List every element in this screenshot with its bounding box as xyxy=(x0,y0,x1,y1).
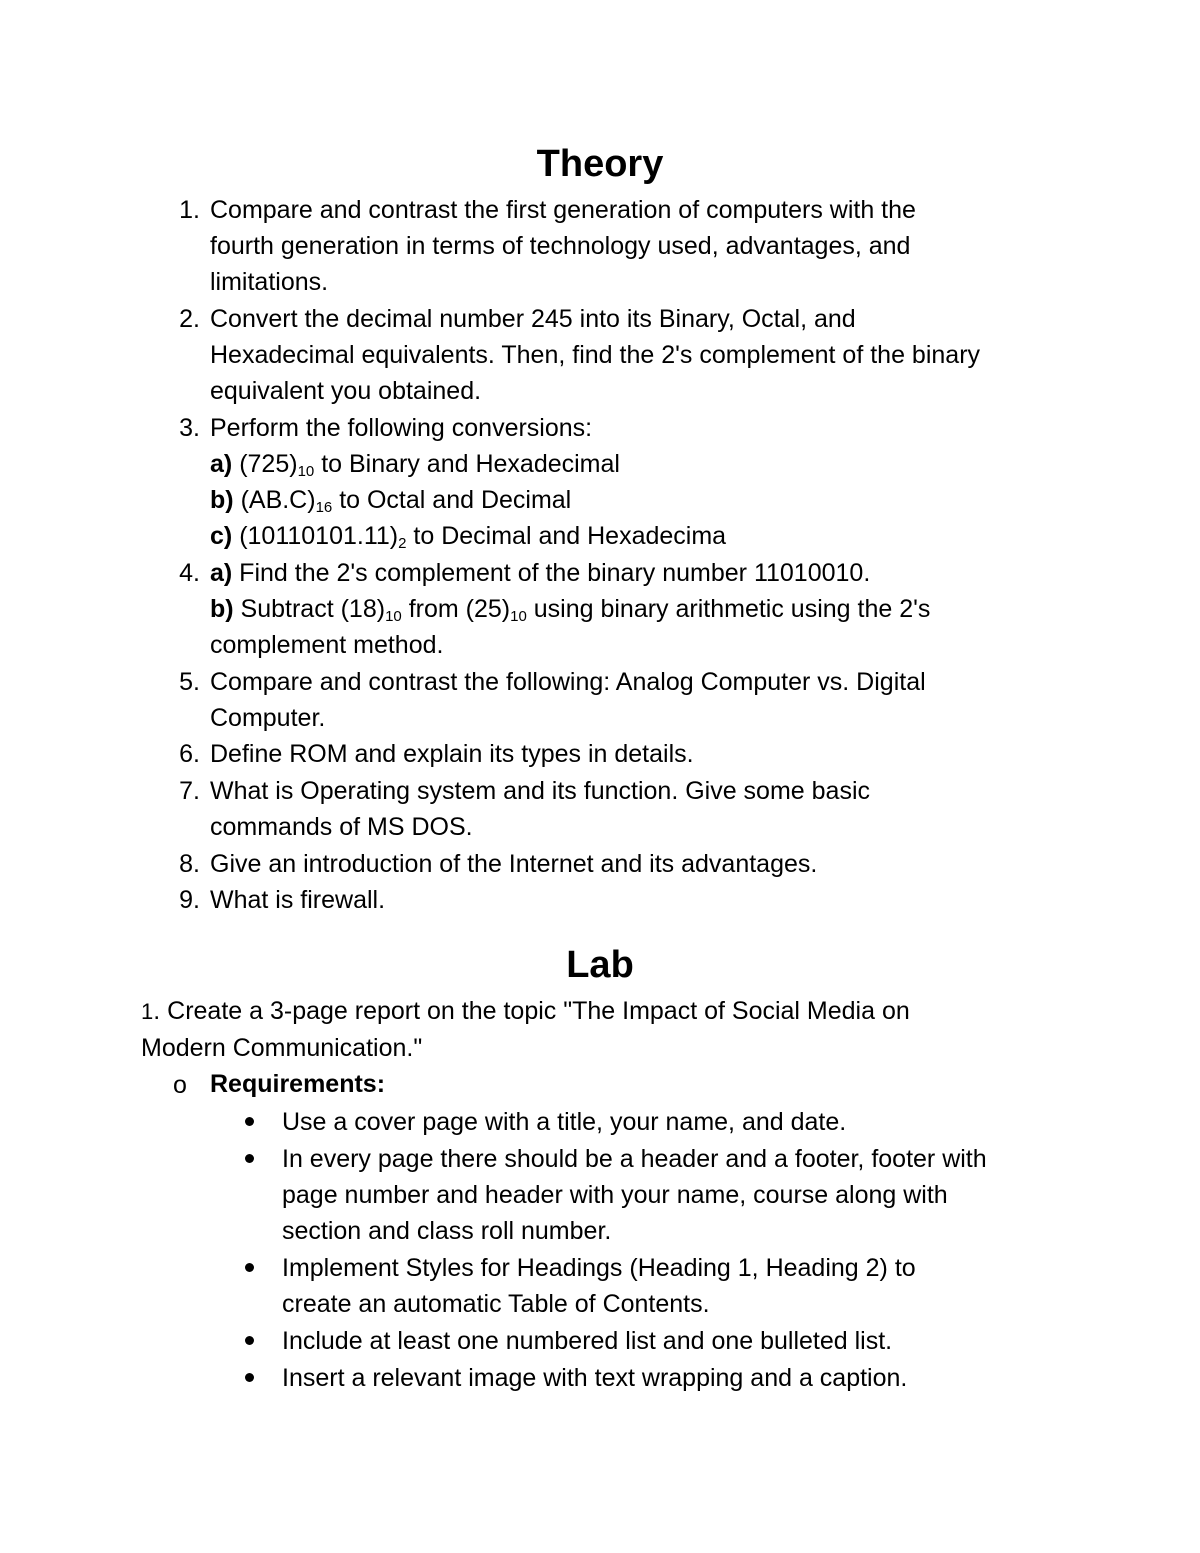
theory-item-number: 7. xyxy=(179,777,200,805)
theory-item-text: Perform the following conversions: xyxy=(210,414,593,442)
part-label: a) xyxy=(210,559,233,587)
theory-heading: Theory xyxy=(536,143,664,185)
part-value: (10110101.11) xyxy=(239,522,399,550)
theory-item-number: 8. xyxy=(179,850,200,878)
part-label: b) xyxy=(210,595,234,623)
requirement-text: Include at least one numbered list and one bulleted list. xyxy=(282,1327,893,1355)
conversion-part-c xyxy=(210,518,726,554)
part-rest: to Binary and Hexadecimal xyxy=(314,450,620,478)
theory-item-text: What is firewall. xyxy=(210,886,386,914)
part-rest: to Decimal and Hexadecima xyxy=(406,522,727,550)
theory-item-number: 1. xyxy=(179,196,200,224)
lab-item-line: . Create a 3-page report on the topic "The Impact of Social Media on xyxy=(153,997,910,1025)
bullet-icon xyxy=(245,1117,254,1126)
part-base: 10 xyxy=(510,608,527,625)
theory-item-text: Compare and contrast the following: Analog Computer vs. Digital xyxy=(210,668,926,696)
theory-item-number: 3. xyxy=(179,414,200,442)
complement-part-b xyxy=(210,591,930,627)
requirement-text: Implement Styles for Headings (Heading 1, Heading 2) to xyxy=(282,1254,916,1282)
part-value: (AB.C) xyxy=(240,486,316,514)
requirement-text: section and class roll number. xyxy=(282,1217,612,1245)
part-text: from (25) xyxy=(401,595,511,623)
part-text: using binary arithmetic using the 2's xyxy=(526,595,931,623)
requirements-label: Requirements: xyxy=(210,1070,386,1098)
theory-item-number: 2. xyxy=(179,305,200,333)
lab-item-text: Modern Communication." xyxy=(141,1034,423,1062)
requirement-text: In every page there should be a header and a footer, footer with xyxy=(282,1145,987,1173)
bullet-icon xyxy=(245,1263,254,1272)
complement-part-a xyxy=(210,555,870,591)
requirement-text: Insert a relevant image with text wrapping and a caption. xyxy=(282,1364,908,1392)
bullet-icon xyxy=(245,1154,254,1163)
part-value: (725) xyxy=(239,450,298,478)
theory-item-number: 4. xyxy=(179,559,200,587)
bullet-icon xyxy=(245,1336,254,1345)
theory-item-text: Define ROM and explain its types in details. xyxy=(210,740,694,768)
theory-item-text: Convert the decimal number 245 into its Binary, Octal, and xyxy=(210,305,856,333)
part-base: 10 xyxy=(385,608,402,625)
theory-item-text: commands of MS DOS. xyxy=(210,813,473,841)
part-label: b) xyxy=(210,486,234,514)
theory-item-text: Give an introduction of the Internet and its advantages. xyxy=(210,850,818,878)
part-base: 10 xyxy=(297,463,315,480)
lab-item-text xyxy=(141,993,910,1030)
theory-item-text: Computer. xyxy=(210,704,326,732)
theory-item-number: 9. xyxy=(179,886,200,914)
lab-item-number: 1 xyxy=(141,999,154,1024)
bullet-icon xyxy=(245,1373,254,1382)
requirement-text: Use a cover page with a title, your name, and date. xyxy=(282,1108,847,1136)
requirements-marker: o xyxy=(173,1071,187,1099)
part-rest: to Octal and Decimal xyxy=(332,486,572,514)
theory-item-text: equivalent you obtained. xyxy=(210,377,482,405)
requirement-text: create an automatic Table of Contents. xyxy=(282,1290,710,1318)
part-label: a) xyxy=(210,450,233,478)
part-label: c) xyxy=(210,522,233,550)
theory-item-text: Compare and contrast the first generation of computers with the xyxy=(210,196,916,224)
theory-item-text: Hexadecimal equivalents. Then, find the 2's complement of the binary xyxy=(210,341,981,369)
part-base: 2 xyxy=(398,535,407,552)
theory-item-text: What is Operating system and its function. Give some basic xyxy=(210,777,870,805)
part-base: 16 xyxy=(315,499,333,516)
requirement-text: page number and header with your name, course along with xyxy=(282,1181,948,1209)
part-text: Subtract (18) xyxy=(233,595,386,623)
conversion-part-b xyxy=(210,482,571,518)
part-text: Find the 2's complement of the binary number 11010010. xyxy=(232,559,871,587)
theory-item-number: 5. xyxy=(179,668,200,696)
conversion-part-a xyxy=(210,446,620,482)
theory-item-text: fourth generation in terms of technology used, advantages, and xyxy=(210,232,911,260)
lab-heading: Lab xyxy=(566,944,634,986)
theory-item-text: complement method. xyxy=(210,631,444,659)
theory-item-text: limitations. xyxy=(210,268,329,296)
theory-item-number: 6. xyxy=(179,740,200,768)
